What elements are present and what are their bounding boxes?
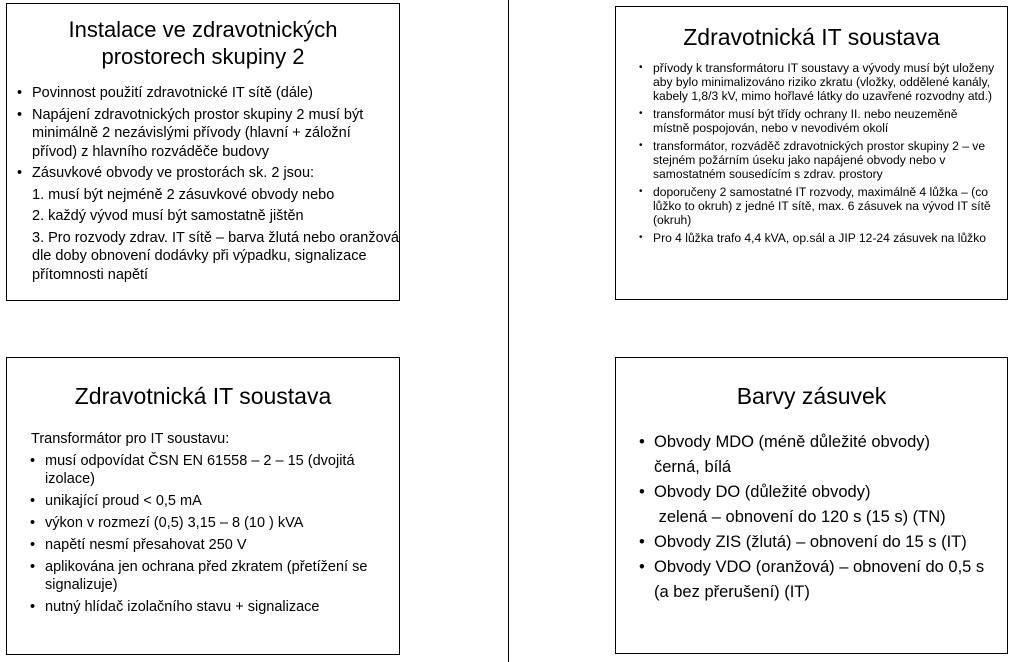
slide-it-transformer xyxy=(6,357,400,655)
list-item: • musí odpovídat ČSN EN 61558 – 2 – 15 (dvojitá izolace) xyxy=(45,452,389,488)
slide-lead-text: Transformátor pro IT soustavu: xyxy=(31,431,230,447)
page-divider xyxy=(508,0,509,662)
slide-title xyxy=(7,16,399,70)
slide-title-line2: prostorech skupiny 2 xyxy=(101,44,305,69)
slide-title: Zdravotnická IT soustava xyxy=(683,24,940,50)
list-item: • výkon v rozmezí (0,5) 3,15 – 8 (10 ) kVA xyxy=(45,514,389,532)
list-item: • transformátor musí být třídy ochrany II. nebo neuzeměně místně pospojován, nebo v nevodivém okolí xyxy=(653,107,997,135)
slide-title: Barvy zásuvek xyxy=(736,383,887,409)
list-item: • napětí nesmí přesahovat 250 V xyxy=(45,536,389,554)
list-item: • aplikována jen ochrana před zkratem (přetížení se signalizuje) xyxy=(45,558,389,594)
list-item: • transformátor, rozváděč zdravotnických prostor skupiny 2 – ve stejném požárním úseku jako napájené obvody nebo v samostatném sousedícím s zdrav. prostory xyxy=(653,139,997,181)
bullet-list xyxy=(653,61,997,245)
list-item: • přívody k transformátoru IT soustavy a vývody musí být uloženy aby bylo minimalizováno riziko zkratu (vložky, oddělené kanály, kabely 1,8/3 kV, mimo hořlavé látky do uzavřené rozvodny atd.) xyxy=(653,61,997,103)
slide-socket-colors xyxy=(615,357,1008,654)
slide-title-line1: Instalace ve zdravotnických xyxy=(68,17,338,42)
list-item xyxy=(654,530,997,555)
slide-title: Zdravotnická IT soustava xyxy=(74,383,332,409)
list-item-lead: Obvody VDO (oranžová) – obnovení do 0,5 s (a bez přerušení) (IT) xyxy=(654,558,985,601)
bullet-list xyxy=(654,430,997,605)
list-item-detail: zelená – obnovení do 120 s (15 s) (TN) xyxy=(654,508,946,526)
slide-installation-group2 xyxy=(6,3,400,301)
list-item: • Napájení zdravotnických prostor skupiny 2 musí být minimálně 2 nezávislými přívody (hlavní + záložní přívod) z hlavního rozváděče budovy xyxy=(32,106,399,162)
list-item-lead: Obvody DO (důležité obvody) xyxy=(654,483,871,501)
bullet-list xyxy=(45,452,389,616)
list-item: • Pro 4 lůžka trafo 4,4 kVA, op.sál a JIP 12-24 zásuvek na lůžko xyxy=(653,231,997,245)
list-item: • doporučeny 2 samostatné IT rozvody, maximálně 4 lůžka – (co lůžko to okruh) z jedné IT sítě, max. 6 zásuvek na vývod IT sítě (okruh) xyxy=(653,185,997,227)
list-item xyxy=(654,555,997,605)
list-item xyxy=(654,480,997,530)
list-item: • Zásuvkové obvody ve prostorách sk. 2 jsou: xyxy=(32,164,399,183)
list-item: • Povinnost použití zdravotnické IT sítě (dále) xyxy=(32,84,399,103)
numbered-item: 3. Pro rozvody zdrav. IT sítě – barva žlutá nebo oranžová dle doby obnovení dodávky při výpadku, signalizace přítomnosti napětí xyxy=(32,229,399,283)
slide-it-system-wiring xyxy=(615,6,1008,300)
numbered-item: 1. musí být nejméně 2 zásuvkové obvody nebo xyxy=(32,186,335,203)
numbered-item: 2. každý vývod musí být samostatně jištěn xyxy=(32,208,304,224)
bullet-list xyxy=(32,84,399,284)
list-item: • nutný hlídač izolačního stavu + signalizace xyxy=(45,598,389,616)
list-item: • unikající proud < 0,5 mA xyxy=(45,492,389,510)
list-item-lead: Obvody ZIS (žlutá) – obnovení do 15 s (IT) xyxy=(654,533,967,551)
list-item-detail: černá, bílá xyxy=(654,458,732,476)
list-item xyxy=(654,430,997,480)
list-item-lead: Obvody MDO (méně důležité obvody) xyxy=(654,433,931,451)
